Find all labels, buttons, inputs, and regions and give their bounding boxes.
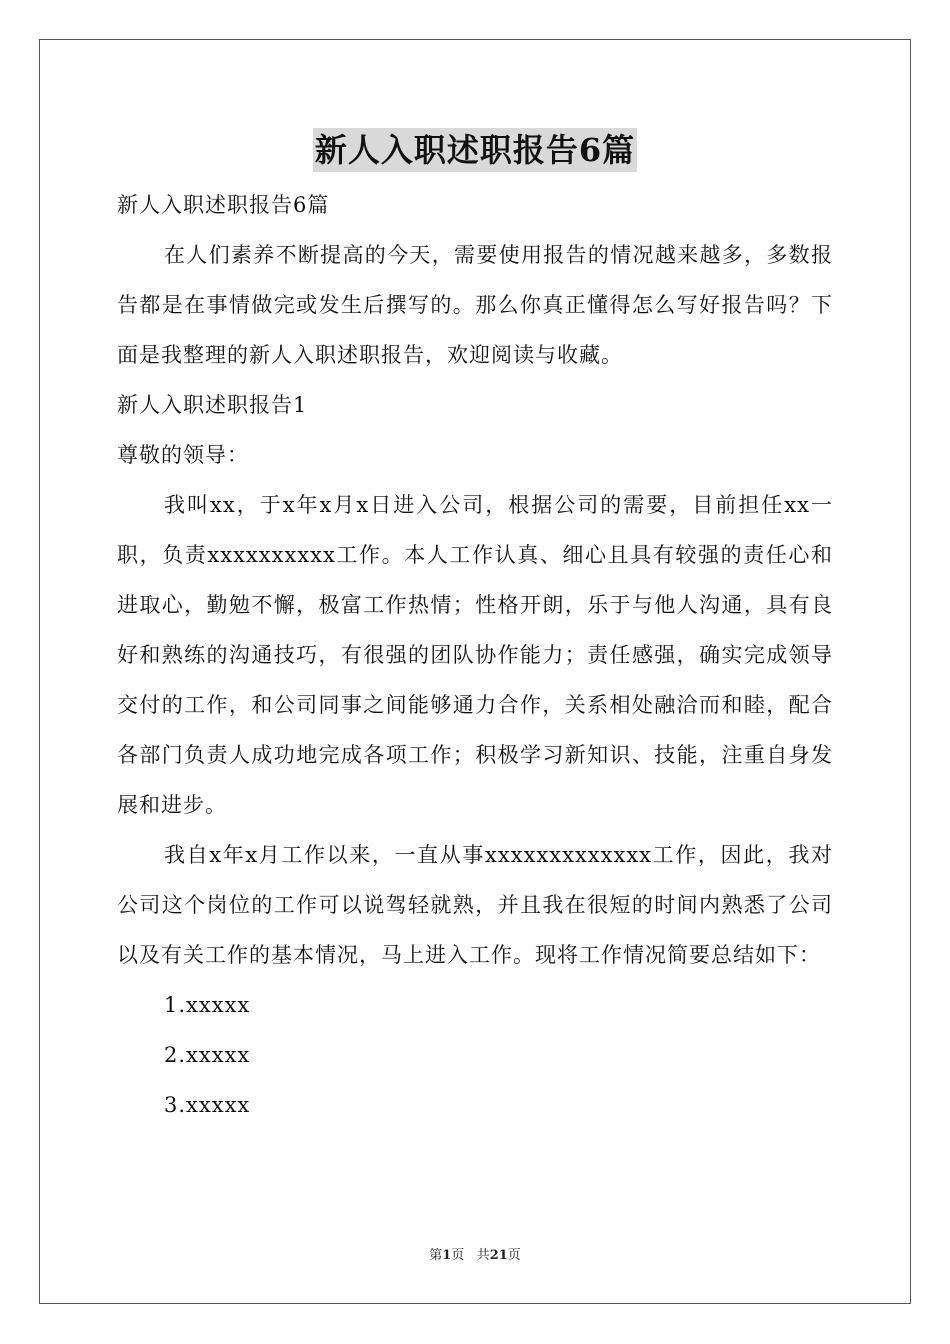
title-container xyxy=(0,128,950,172)
footer-total-prefix: 共 xyxy=(476,1248,490,1263)
body-paragraph-2: 我自x年x月工作以来，一直从事xxxxxxxxxxxxx工作，因此，我对公司这个岗位的工作可以说驾轻就熟，并且我在很短的时间内熟悉了公司以及有关工作的基本情况，马上进入工作。现将工作情况简要总结如下： xyxy=(117,843,833,967)
footer-page-number: 1 xyxy=(442,1248,452,1263)
intro-paragraph: 在人们素养不断提高的今天，需要使用报告的情况越来越多，多数报告都是在事情做完或发生后撰写的。那么你真正懂得怎么写好报告吗？下面是我整理的新人入职述职报告，欢迎阅读与收藏。 xyxy=(117,243,833,367)
page-footer xyxy=(0,1244,950,1263)
footer-page-prefix: 第 xyxy=(429,1248,443,1263)
salutation: 尊敬的领导： xyxy=(117,443,249,467)
document-title: 新人入职述职报告6篇 xyxy=(313,128,637,172)
list-item: 2.xxxxx xyxy=(164,1043,251,1067)
footer-page-suffix: 页 xyxy=(451,1248,465,1263)
document-subtitle: 新人入职述职报告6篇 xyxy=(117,193,330,217)
document-body xyxy=(117,180,833,1130)
section-heading: 新人入职述职报告1 xyxy=(117,393,308,417)
list-item: 3.xxxxx xyxy=(164,1093,251,1117)
footer-total-pages: 21 xyxy=(489,1248,508,1263)
list-item: 1.xxxxx xyxy=(164,993,251,1017)
body-paragraph-1: 我叫xx，于x年x月x日进入公司，根据公司的需要，目前担任xx一职，负责xxxxxxxxxx工作。本人工作认真、细心且具有较强的责任心和进取心，勤勉不懈，极富工作热情；性格开朗，乐于与他人沟通，具有良好和熟练的沟通技巧，有很强的团队协作能力；责任感强，确实完成领导交付的工作，和公司同事之间能够通力合作，关系相处融洽而和睦，配合各部门负责人成功地完成各项工作；积极学习新知识、技能，注重自身发展和进步。 xyxy=(117,493,833,817)
footer-total-suffix: 页 xyxy=(507,1248,521,1263)
